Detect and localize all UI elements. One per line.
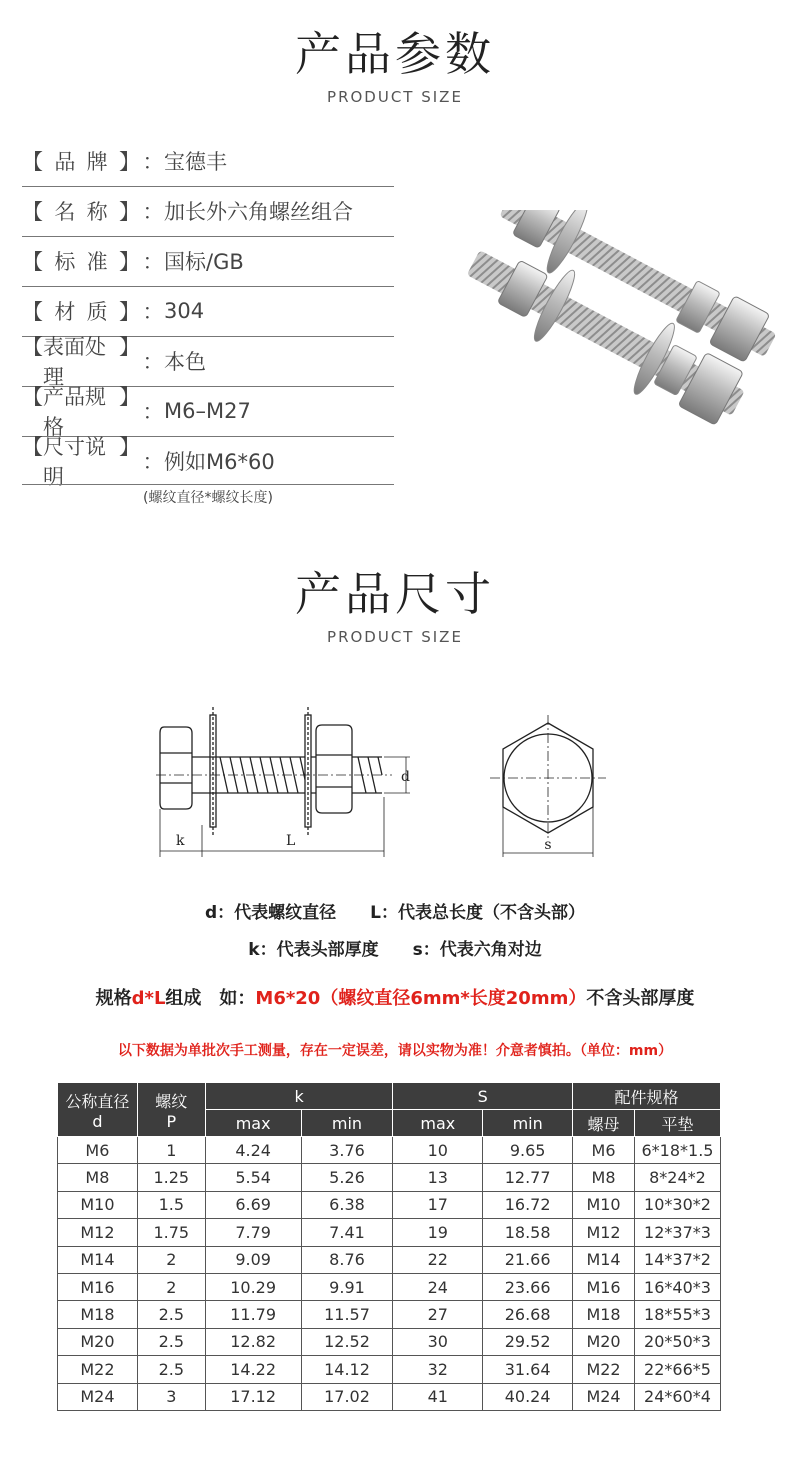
table-cell: M20	[573, 1328, 635, 1355]
spec-value: M6–M27	[164, 399, 251, 423]
legend-line-2	[0, 935, 790, 960]
table-cell: 9.09	[205, 1246, 301, 1273]
spec-key-close: 】	[119, 385, 140, 409]
table-cell: 3	[137, 1383, 205, 1410]
table-cell: 2.5	[137, 1356, 205, 1383]
header-nominal: 公称直径 d	[58, 1083, 138, 1137]
table-cell: 22*66*5	[634, 1356, 720, 1383]
spec-colon: ：	[142, 350, 164, 374]
table-cell: 2.5	[137, 1301, 205, 1328]
table-cell: 8*24*2	[634, 1164, 720, 1191]
table-row	[58, 1191, 721, 1218]
spec-key	[22, 431, 142, 491]
table-cell: M10	[58, 1191, 138, 1218]
table-cell: 18*55*3	[634, 1301, 720, 1328]
table-cell: 1.5	[137, 1191, 205, 1218]
header-pitch: 螺纹 P	[137, 1083, 205, 1137]
table-cell: 27	[393, 1301, 483, 1328]
table-cell: 13	[393, 1164, 483, 1191]
table-cell: 7.41	[301, 1219, 393, 1246]
spec-key-k1: 品	[54, 150, 76, 174]
table-cell: 30	[393, 1328, 483, 1355]
table-cell: 23.66	[483, 1273, 573, 1300]
spec-note: (螺纹直径*螺纹长度)	[22, 484, 394, 513]
table-cell: 21.66	[483, 1246, 573, 1273]
legend-k: k：代表头部厚度	[248, 940, 379, 960]
table-cell: M6	[573, 1137, 635, 1164]
table-cell: 16*40*3	[634, 1273, 720, 1300]
spec-example	[0, 984, 790, 1010]
spec-colon: ：	[142, 250, 164, 274]
spec-key-k2: 准	[86, 250, 108, 274]
spec-colon: ：	[142, 300, 164, 324]
table-cell: 14.22	[205, 1356, 301, 1383]
table-cell: 2.5	[137, 1328, 205, 1355]
spec-row	[22, 336, 394, 387]
spec-row	[22, 236, 394, 287]
header-s-max: max	[393, 1110, 483, 1137]
table-cell: M24	[573, 1383, 635, 1410]
spec-key-k1: 名	[54, 200, 76, 224]
spec-key-k1: 尺寸说明	[43, 435, 106, 489]
spec-key-open: 【	[22, 250, 43, 274]
table-cell: 40.24	[483, 1383, 573, 1410]
header-k: k	[205, 1083, 393, 1110]
table-cell: 2	[137, 1246, 205, 1273]
table-cell: 6.38	[301, 1191, 393, 1218]
table-cell: 24	[393, 1273, 483, 1300]
table-row	[58, 1273, 721, 1300]
table-cell: 11.57	[301, 1301, 393, 1328]
size-title: 产品尺寸	[295, 567, 495, 621]
table-cell: M22	[58, 1356, 138, 1383]
table-row	[58, 1219, 721, 1246]
table-cell: 5.54	[205, 1164, 301, 1191]
table-cell: M24	[58, 1383, 138, 1410]
table-cell: 41	[393, 1383, 483, 1410]
dim-label-k: k	[176, 833, 185, 849]
table-cell: 12.52	[301, 1328, 393, 1355]
table-cell: 19	[393, 1219, 483, 1246]
spec-colon: ：	[142, 450, 164, 474]
header-k-max: max	[205, 1110, 301, 1137]
legend-line-1	[0, 898, 790, 923]
header-s-min: min	[483, 1110, 573, 1137]
table-cell: 12.82	[205, 1328, 301, 1355]
spec-key	[22, 296, 142, 326]
table-cell: 17.12	[205, 1383, 301, 1410]
spec-row	[22, 435, 394, 489]
table-cell: 5.26	[301, 1164, 393, 1191]
table-row	[58, 1328, 721, 1355]
example-mid: 组成 如：	[165, 988, 256, 1009]
spec-value: 宝德丰	[164, 150, 227, 174]
legend-s: s：代表六角对边	[412, 940, 542, 960]
table-cell: M20	[58, 1328, 138, 1355]
table-cell: 14*37*2	[634, 1246, 720, 1273]
spec-key-close: 】	[118, 200, 140, 224]
table-cell: 26.68	[483, 1301, 573, 1328]
example-sample: M6*20（螺纹直径6mm*长度20mm）	[255, 988, 587, 1009]
table-cell: M6	[58, 1137, 138, 1164]
table-cell: 3.76	[301, 1137, 393, 1164]
table-cell: 6.69	[205, 1191, 301, 1218]
dim-label-L: L	[286, 833, 296, 849]
table-cell: M16	[573, 1273, 635, 1300]
table-cell: M12	[573, 1219, 635, 1246]
spec-key-open: 【	[22, 435, 43, 459]
spec-key-k1: 标	[54, 250, 76, 274]
example-suffix: 不含头部厚度	[586, 988, 695, 1009]
header-s: S	[393, 1083, 573, 1110]
table-row	[58, 1137, 721, 1164]
spec-key-close: 】	[118, 250, 140, 274]
table-cell: 11.79	[205, 1301, 301, 1328]
params-title: 产品参数	[295, 27, 495, 81]
spec-value: 本色	[164, 350, 206, 374]
table-cell: 29.52	[483, 1328, 573, 1355]
table-cell: M8	[58, 1164, 138, 1191]
dim-label-s: s	[544, 837, 552, 853]
table-cell: M8	[573, 1164, 635, 1191]
table-cell: M14	[573, 1246, 635, 1273]
spec-row	[22, 386, 394, 437]
table-cell: 12.77	[483, 1164, 573, 1191]
legend-L: L：代表总长度（不含头部）	[370, 903, 585, 923]
table-cell: 14.12	[301, 1356, 393, 1383]
spec-key-close: 】	[119, 435, 140, 459]
legend-d: d：代表螺纹直径	[204, 903, 337, 923]
spec-value: 304	[164, 299, 205, 323]
spec-value: 加长外六角螺丝组合	[164, 200, 353, 224]
spec-colon: ：	[142, 150, 164, 174]
table-cell: 10	[393, 1137, 483, 1164]
table-cell: 32	[393, 1356, 483, 1383]
table-cell: 2	[137, 1273, 205, 1300]
spec-key-close: 】	[118, 150, 140, 174]
bolt-side-view-diagram	[150, 705, 410, 865]
table-cell: 24*60*4	[634, 1383, 720, 1410]
table-row	[58, 1164, 721, 1191]
table-cell: 7.79	[205, 1219, 301, 1246]
table-cell: 18.58	[483, 1219, 573, 1246]
spec-key-open: 【	[22, 300, 43, 324]
table-cell: 1.25	[137, 1164, 205, 1191]
size-subtitle: PRODUCT SIZE	[327, 628, 463, 646]
header-k-min: min	[301, 1110, 393, 1137]
table-row	[58, 1301, 721, 1328]
table-cell: 12*37*3	[634, 1219, 720, 1246]
spec-row	[22, 136, 394, 187]
spec-key	[22, 146, 142, 176]
table-cell: 1	[137, 1137, 205, 1164]
dimension-table	[57, 1082, 721, 1411]
spec-key-k2: 质	[86, 300, 108, 324]
table-cell: 20*50*3	[634, 1328, 720, 1355]
table-cell: 10.29	[205, 1273, 301, 1300]
example-prefix: 规格	[95, 988, 132, 1009]
header-washer: 平垫	[634, 1110, 720, 1137]
product-photo	[420, 210, 790, 480]
table-cell: 9.65	[483, 1137, 573, 1164]
params-subtitle: PRODUCT SIZE	[327, 88, 463, 106]
disclaimer: 以下数据为单批次手工测量，存在一定误差，请以实物为准！介意者慎拍。（单位：mm）	[117, 1043, 673, 1059]
table-cell: 22	[393, 1246, 483, 1273]
table-cell: 1.75	[137, 1219, 205, 1246]
table-cell: M18	[58, 1301, 138, 1328]
table-row	[58, 1383, 721, 1410]
spec-key-open: 【	[22, 335, 43, 359]
table-cell: 31.64	[483, 1356, 573, 1383]
spec-row	[22, 286, 394, 337]
table-cell: M22	[573, 1356, 635, 1383]
table-cell: 8.76	[301, 1246, 393, 1273]
table-cell: M18	[573, 1301, 635, 1328]
table-cell: 6*18*1.5	[634, 1137, 720, 1164]
spec-key-close: 】	[119, 335, 140, 359]
header-fittings: 配件规格	[573, 1083, 721, 1110]
table-cell: 17.02	[301, 1383, 393, 1410]
spec-key	[22, 196, 142, 226]
spec-key-open: 【	[22, 200, 43, 224]
spec-value: 例如M6*60	[164, 450, 275, 474]
dim-label-d: d	[401, 769, 410, 785]
table-cell: M10	[573, 1191, 635, 1218]
example-dl: d*L	[131, 988, 166, 1009]
spec-key-close: 】	[118, 300, 140, 324]
table-cell: 10*30*2	[634, 1191, 720, 1218]
bolt-end-view-diagram	[490, 715, 610, 865]
spec-key-open: 【	[22, 385, 43, 409]
spec-key-k2: 牌	[86, 150, 108, 174]
spec-row	[22, 186, 394, 237]
spec-key-k1: 产品规格	[43, 385, 106, 439]
table-cell: 16.72	[483, 1191, 573, 1218]
spec-key	[22, 246, 142, 276]
spec-colon: ：	[142, 400, 164, 424]
table-cell: 4.24	[205, 1137, 301, 1164]
spec-colon: ：	[142, 200, 164, 224]
table-row	[58, 1246, 721, 1273]
table-cell: M16	[58, 1273, 138, 1300]
table-row	[58, 1356, 721, 1383]
table-cell: 17	[393, 1191, 483, 1218]
spec-value: 国标/GB	[164, 250, 244, 274]
spec-key-k2: 称	[86, 200, 108, 224]
table-cell: 9.91	[301, 1273, 393, 1300]
spec-key-open: 【	[22, 150, 43, 174]
table-cell: M14	[58, 1246, 138, 1273]
header-nut: 螺母	[573, 1110, 635, 1137]
table-cell: M12	[58, 1219, 138, 1246]
spec-key-k1: 表面处理	[43, 335, 106, 389]
spec-key-k1: 材	[54, 300, 76, 324]
